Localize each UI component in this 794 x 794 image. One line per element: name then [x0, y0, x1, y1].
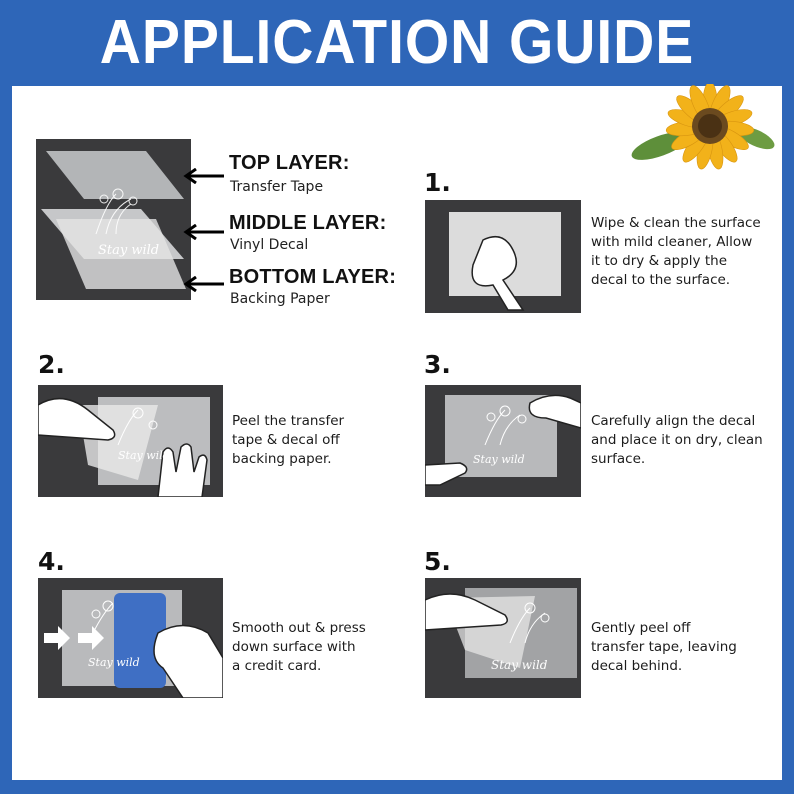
- arrow-left-icon: [182, 276, 226, 292]
- hand-icon: [425, 463, 467, 485]
- step-1-desc: Wipe & clean the surface with mild cleaner, Allow it to dry & apply the decal to the surface.: [591, 215, 761, 288]
- page-title: APPLICATION GUIDE: [99, 7, 695, 77]
- step-2-desc: Peel the transfer tape & decal off backing paper.: [232, 413, 345, 467]
- hand-icon: [154, 626, 223, 699]
- bottom-layer-sub: Backing Paper: [230, 291, 330, 307]
- step-number: 3.: [424, 350, 451, 379]
- step-3-photo: [425, 385, 581, 497]
- middle-layer-sub: Vinyl Decal: [230, 237, 309, 253]
- sunflower-icon: [628, 84, 778, 176]
- middle-layer-title: MIDDLE LAYER:: [229, 212, 387, 234]
- step-1-photo: [425, 200, 581, 313]
- step-number: 4.: [38, 547, 65, 576]
- layers-photo: [36, 139, 191, 300]
- decal-text: Stay wild: [118, 449, 170, 462]
- arrow-left-icon: [182, 224, 226, 240]
- top-layer-sub: Transfer Tape: [230, 179, 324, 195]
- decal-text: Stay wild: [473, 453, 525, 466]
- step-4-desc: Smooth out & press down surface with a credit card.: [232, 620, 366, 674]
- step-3-desc: Carefully align the decal and place it on dry, clean surface.: [591, 413, 763, 467]
- step-5-desc: Gently peel off transfer tape, leaving decal behind.: [591, 620, 737, 674]
- step-number: 5.: [424, 547, 451, 576]
- step-4-photo: [38, 578, 223, 698]
- step-number: 1.: [424, 168, 451, 197]
- step-2-photo: [38, 385, 223, 497]
- bottom-layer-title: BOTTOM LAYER:: [229, 266, 397, 288]
- layers-illustration: [36, 139, 191, 300]
- step-number: 2.: [38, 350, 65, 379]
- top-layer-title: TOP LAYER:: [229, 152, 350, 174]
- step-5-photo: [425, 578, 581, 698]
- decal-text: Stay wild: [88, 656, 140, 669]
- arrow-left-icon: [182, 168, 226, 184]
- decal-text: Stay wild: [98, 243, 160, 258]
- decal-text: Stay wild: [491, 658, 548, 672]
